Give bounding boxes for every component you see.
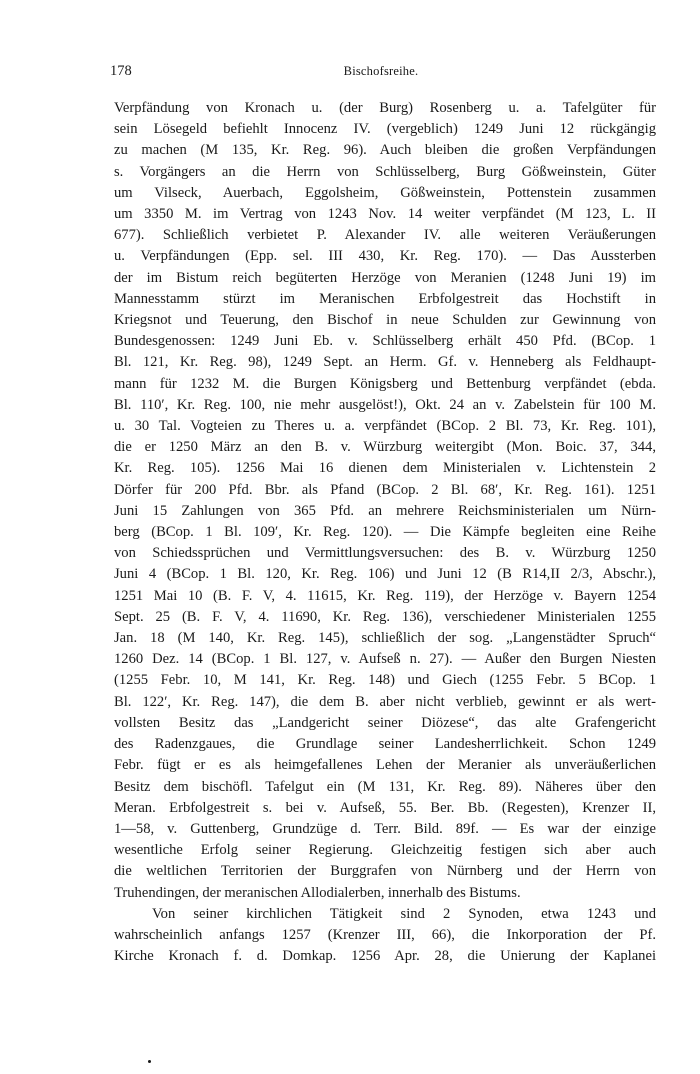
text-line: Kriegsnot und Teuerung, den Bischof in neue Schulden zur Gewinnung von <box>114 312 656 329</box>
text-line: von Schiedssprüchen und Vermittlungsversuchen: des B. v. Würzburg 1250 <box>114 545 656 562</box>
text-line: die weltlichen Territorien der Burggrafen von Nürnberg und der Herrn von <box>114 863 656 880</box>
text-line: mann für 1232 M. die Burgen Königsberg und Bettenburg verpfändet (ebda. <box>114 375 656 392</box>
running-title: Bischofsreihe. <box>343 64 419 78</box>
text-line: Bl. 121, Kr. Reg. 98), 1249 Sept. an Herm. Gf. v. Henneberg als Feldhaupt- <box>114 354 656 371</box>
text-line: der im Bistum reich begüterten Herzöge von Meranien (1248 Juni 19) im <box>114 269 656 286</box>
text-line: Verpfändung von Kronach u. (der Burg) Rosenberg u. a. Tafelgüter für <box>114 100 656 116</box>
text-line: vollsten Besitz das „Landgericht seiner Diözese“, das alte Grafengericht <box>114 714 656 731</box>
text-line: Juni 15 Zahlungen von 365 Pfd. an mehrere Reichsministerialen um Nürn- <box>114 502 656 519</box>
text-line: (1255 Febr. 10, M 141, Kr. Reg. 148) und Giech (1255 Febr. 5 BCop. 1 <box>114 672 656 689</box>
text-line: die er 1250 März an den B. v. Würzburg weitergibt (Mon. Boic. 37, 344, <box>114 439 656 456</box>
text-line: 677). Schließlich verbietet P. Alexander IV. alle weiteren Veräußerungen <box>114 227 656 244</box>
text-line: wahrscheinlich anfangs 1257 (Krenzer III, 66), die Inkorporation der Pf. <box>114 926 656 943</box>
text-line: Febr. fügt er es als heimgefallenes Lehen der Meranier als unveräußerlichen <box>114 757 656 774</box>
text-line: Meran. Erbfolgestreit s. bei v. Aufseß, 55. Ber. Bb. (Regesten), Krenzer II, <box>114 799 656 816</box>
text-line: Bl. 110′, Kr. Reg. 100, nie mehr ausgelöst!), Okt. 24 an v. Zabelstein für 100 M. <box>114 396 656 413</box>
text-line: Mannesstamm stürzt im Meranischen Erbfolgestreit das Hochstift in <box>114 290 656 307</box>
text-line: Jan. 18 (M 140, Kr. Reg. 145), schließlich der sog. „Langenstädter Spruch“ <box>114 630 656 647</box>
text-line: u. Verpfändungen (Epp. sel. III 430, Kr. Reg. 170). — Das Aussterben <box>114 248 656 265</box>
text-line: Dörfer für 200 Pfd. Bbr. als Pfand (BCop. 2 Bl. 68′, Kr. Reg. 161). 1251 <box>114 481 656 498</box>
text-line: Truhendingen, der meranischen Allodialerben, innerhalb des Bistums. <box>114 884 521 901</box>
text-line: Juni 4 (BCop. 1 Bl. 120, Kr. Reg. 106) und Juni 12 (B R14,II 2/3, Abschr.), <box>114 566 656 583</box>
text-line: 1—58, v. Guttenberg, Grundzüge d. Terr. Bild. 89f. — Es war der einzige <box>114 820 656 837</box>
text-line: u. 30 Tal. Vogteien zu Theres u. a. verpfändet (BCop. 2 Bl. 73, Kr. Reg. 101), <box>114 418 656 435</box>
page-header <box>110 63 652 81</box>
text-line: berg (BCop. 1 Bl. 109′, Kr. Reg. 120). — Die Kämpfe begleiten eine Reihe <box>114 524 656 541</box>
text-line: Kr. Reg. 105). 1256 Mai 16 dienen dem Ministerialen v. Lichtenstein 2 <box>114 460 656 477</box>
text-line: des Radenzgaues, die Grundlage seiner Landesherrlichkeit. Schon 1249 <box>114 736 656 753</box>
text-line: sein Lösegeld befiehlt Innocenz IV. (vergeblich) 1249 Juni 12 rückgängig <box>114 121 656 138</box>
page-number: 178 <box>110 63 132 79</box>
text-line: Kirche Kronach f. d. Domkap. 1256 Apr. 28, die Unierung der Kaplanei <box>114 948 656 965</box>
body-text <box>114 98 656 967</box>
text-line: um Vilseck, Auerbach, Eggolsheim, Gößweinstein, Pottenstein zusammen <box>114 184 656 201</box>
text-line: s. Vorgängers an die Herrn von Schlüsselberg, Burg Gößweinstein, Güter <box>114 163 656 180</box>
stray-mark <box>148 1060 151 1063</box>
text-line: Bl. 122′, Kr. Reg. 147), die dem B. aber nicht verblieb, gewinnt er als wert- <box>114 693 656 710</box>
text-line: wesentliche Erfolg seiner Regierung. Gleichzeitig festigen sich aber auch <box>114 842 656 859</box>
text-line: Bundesgenossen: 1249 Juni Eb. v. Schlüsselberg erhält 450 Pfd. (BCop. 1 <box>114 333 656 350</box>
text-line: Von seiner kirchlichen Tätigkeit sind 2 Synoden, etwa 1243 und <box>152 905 656 922</box>
text-line: 1260 Dez. 14 (BCop. 1 Bl. 127, v. Aufseß n. 27). — Außer den Burgen Niesten <box>114 651 656 668</box>
text-line: Sept. 25 (B. F. V, 4. 11690, Kr. Reg. 136), verschiedener Ministerialen 1255 <box>114 608 656 625</box>
text-line: Besitz dem bischöfl. Tafelgut ein (M 131, Kr. Reg. 89). Näheres über den <box>114 778 656 795</box>
text-line: 1251 Mai 10 (B. F. V, 4. 11615, Kr. Reg. 119), der Herzöge v. Bayern 1254 <box>114 587 656 604</box>
text-line: zu machen (M 135, Kr. Reg. 96). Auch bleiben die großen Verpfändungen <box>114 142 656 159</box>
text-line: um 3350 M. im Vertrag von 1243 Nov. 14 weiter verpfändet (M 123, L. II <box>114 206 656 223</box>
